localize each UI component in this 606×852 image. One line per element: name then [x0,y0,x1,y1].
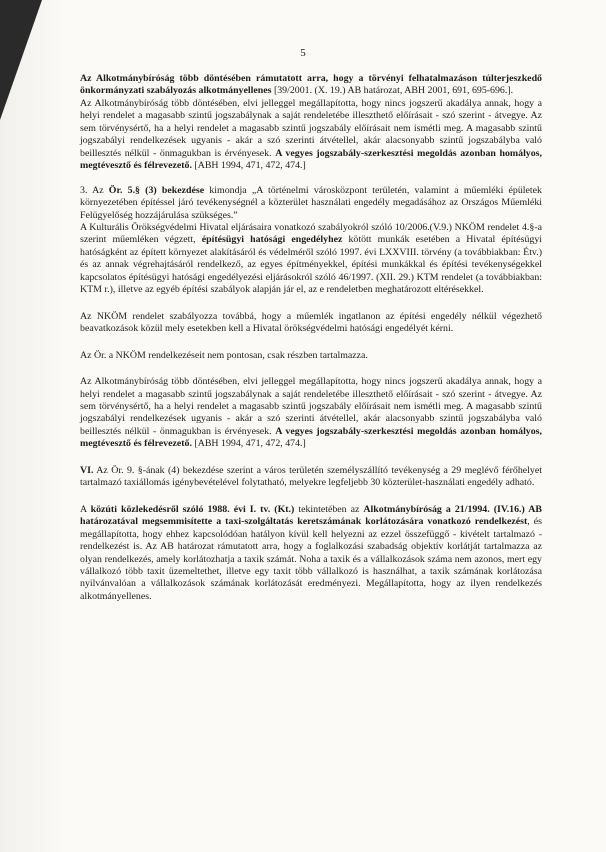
paragraph-nkom-rule [80,222,542,297]
text-run: Az Alkotmánybíróság több döntésében, elvi jelleggel megállapította, hogy nincs jogszerű akadálya annak, hogy a helyi rendelet a magasabb szintű jogszabálynak a saját rendeletébe illeszthető előírásait - szó szerint - átvegye. Az sem törvénysértő, ha a helyi rendelet a magasabb szintű jogszabály előírásait nem ismétli meg. A magasabb szintű jogszabályi rendelkezések ugyanis - akár a szó szerinti átvétellel, akár alacsonyabb szintű jogszabályba való beillesztés nélkül - önmagukban is érvényesek. [80,376,542,437]
bold-text-run: Az Alkotmánybíróság több döntésében rámutatott arra, hogy a törvényi felhatalmazáson túlterjeszkedő önkormányzati szabályozás alkotmányellenes [80,73,542,97]
page-number: 5 [300,47,306,59]
paragraph-ab-overreach [80,73,542,98]
text-run: tekintetében az [294,503,364,515]
paragraph-traffic-law [80,504,542,604]
folded-corner [0,0,42,120]
text-run: A Kulturális Örökségvédelmi Hivatal eljárásaira vonatkozó szabályokról szóló 10/2006.(V.9.) NKÖM rendelet 4.§-a szerint műemléken végzett, [80,221,542,246]
bold-text-run: VI. [80,464,94,476]
bold-text-run: A vegyes jogszabály-szerkesztési megoldás azonban homályos, megtévesztő és félrevezető. [80,147,542,172]
text-run: Az NKÖM rendelet szabályozza továbbá, hogy a műemlék ingatlanon az építési engedély nélkül végezhető beavatkozások közül mely esetekben kell a Hivatal örökségvédelmi hatósági engedélyét kérni. [80,310,542,335]
text-run: 3. Az [80,184,109,196]
document-body [80,73,542,603]
text-run: Az Alkotmánybíróság több döntésében, elvi jelleggel megállapította, hogy nincs jogszerű akadálya annak, hogy a helyi rendelet a magasabb szintű jogszabálynak a saját rendeletébe illeszthető előírásait - szó szerint - átvegye. Az sem törvénysértő, ha a helyi rendelet a magasabb szintű jogszabály előírásait nem ismétli meg. A magasabb szintű jogszabályi rendelkezések ugyanis - akár a szó szerinti átvétellel, akár alacsonyabb szintű jogszabályba való beillesztés nélkül - önmagukban is érvényesek. [80,97,542,159]
text-run: [39/2001. (X. 19.) AB határozat, ABH 2001, 691, 695-696.]. [273,85,514,97]
bold-text-run: Alkotmánybíróság a 21/1994. (IV.16.) AB határozatával megsemmisítette a taxi-szolgáltatás keretszámának korlátozására vonatkozó rendelkezést [80,503,542,528]
paragraph-ab-mixed-regulation-repeat [80,376,542,451]
bold-text-run: A vegyes jogszabály-szerkesztési megoldás azonban homályos, megtévesztő és félrevezető. [80,425,542,450]
text-run: kimondja „A történelmi városközpont területén, valamint a műemléki épületek környezetében építéssel járó tevékenységnél a közterület használati engedély megadásához az Országos Műemléki Felügyelőség hozzájárulása szükséges.” [80,184,542,221]
paragraph-partial-content [80,350,542,362]
scan-shadow [0,0,70,852]
paragraph-section-vi [80,465,542,490]
paragraph-nkom-scope [80,311,542,336]
paragraph-ab-mixed-regulation [80,98,542,173]
paragraph-section-3 [80,185,542,222]
text-run: Az Ör. a NKÖM rendelkezéseit nem pontosan, csak részben tartalmazza. [80,349,368,361]
text-run: kötött munkák esetében a Hivatal építésügyi hatóságként az épített környezet alakításáról és védelméről szóló 1997. évi LXXVIII. törvény (a továbbiakban: Étv.) és az annak végrehajtásáról rendelkező, az egyes építményekkel, építési munkákkal és építési tevékenységekkel kapcsolatos építésügyi hatósági engedélyezési eljárásokról szóló 46/1997. (XII. 29.) KTM rendelet (a továbbiakban: KTM r.), illetve az egyéb építési szabályok alapján jár el, az e rendeletben meghatározott eltérésekkel. [80,234,543,296]
bold-text-run: közúti közlekedésről szóló 1988. évi I. tv. (Kt.) [90,503,295,515]
text-run: [ABH 1994, 471, 472, 474.] [191,160,306,172]
text-run: , és megállapította, hogy ehhez kapcsolódóan hatályon kívül kell helyezni az ezzel összefüggő - kivételt tartalmazó - rendelkezést is. Az AB határozat rámutatott arra, hogy a foglalkozási szabadság objektív korlátját tartalmazza az olyan rendelkezés, amely korlátozhatja a taxik számát. Noha a taxik és a vállalkozások száma nem azonos, mert egy vállalkozó több taxit üzemeltethet, illetve egy taxit több vállalkozó is használhat, a taxik számának korlátozása nyilvánvalóan a vállalkozások számának korlátozását eredményezi. Megállapította, hogy az ilyen rendelkezés alkotmányellenes. [80,516,542,602]
bold-text-run: Ör. 5.§ (3) bekezdése [108,184,205,196]
bold-text-run: építésügyi hatósági engedélyhez [201,234,343,246]
text-run: [ABH 1994, 471, 472, 474.] [191,438,306,450]
text-run: Az Ör. 9. §-ának (4) bekezdése szerint a város területén személyszállító tevékenység a 29 meglévő férőhelyet tartalmazó taxiállomás igénybevételével folytatható, melyekre legfeljebb 30 közterület-használati engedély adható. [80,464,542,489]
text-run: A [80,503,91,515]
